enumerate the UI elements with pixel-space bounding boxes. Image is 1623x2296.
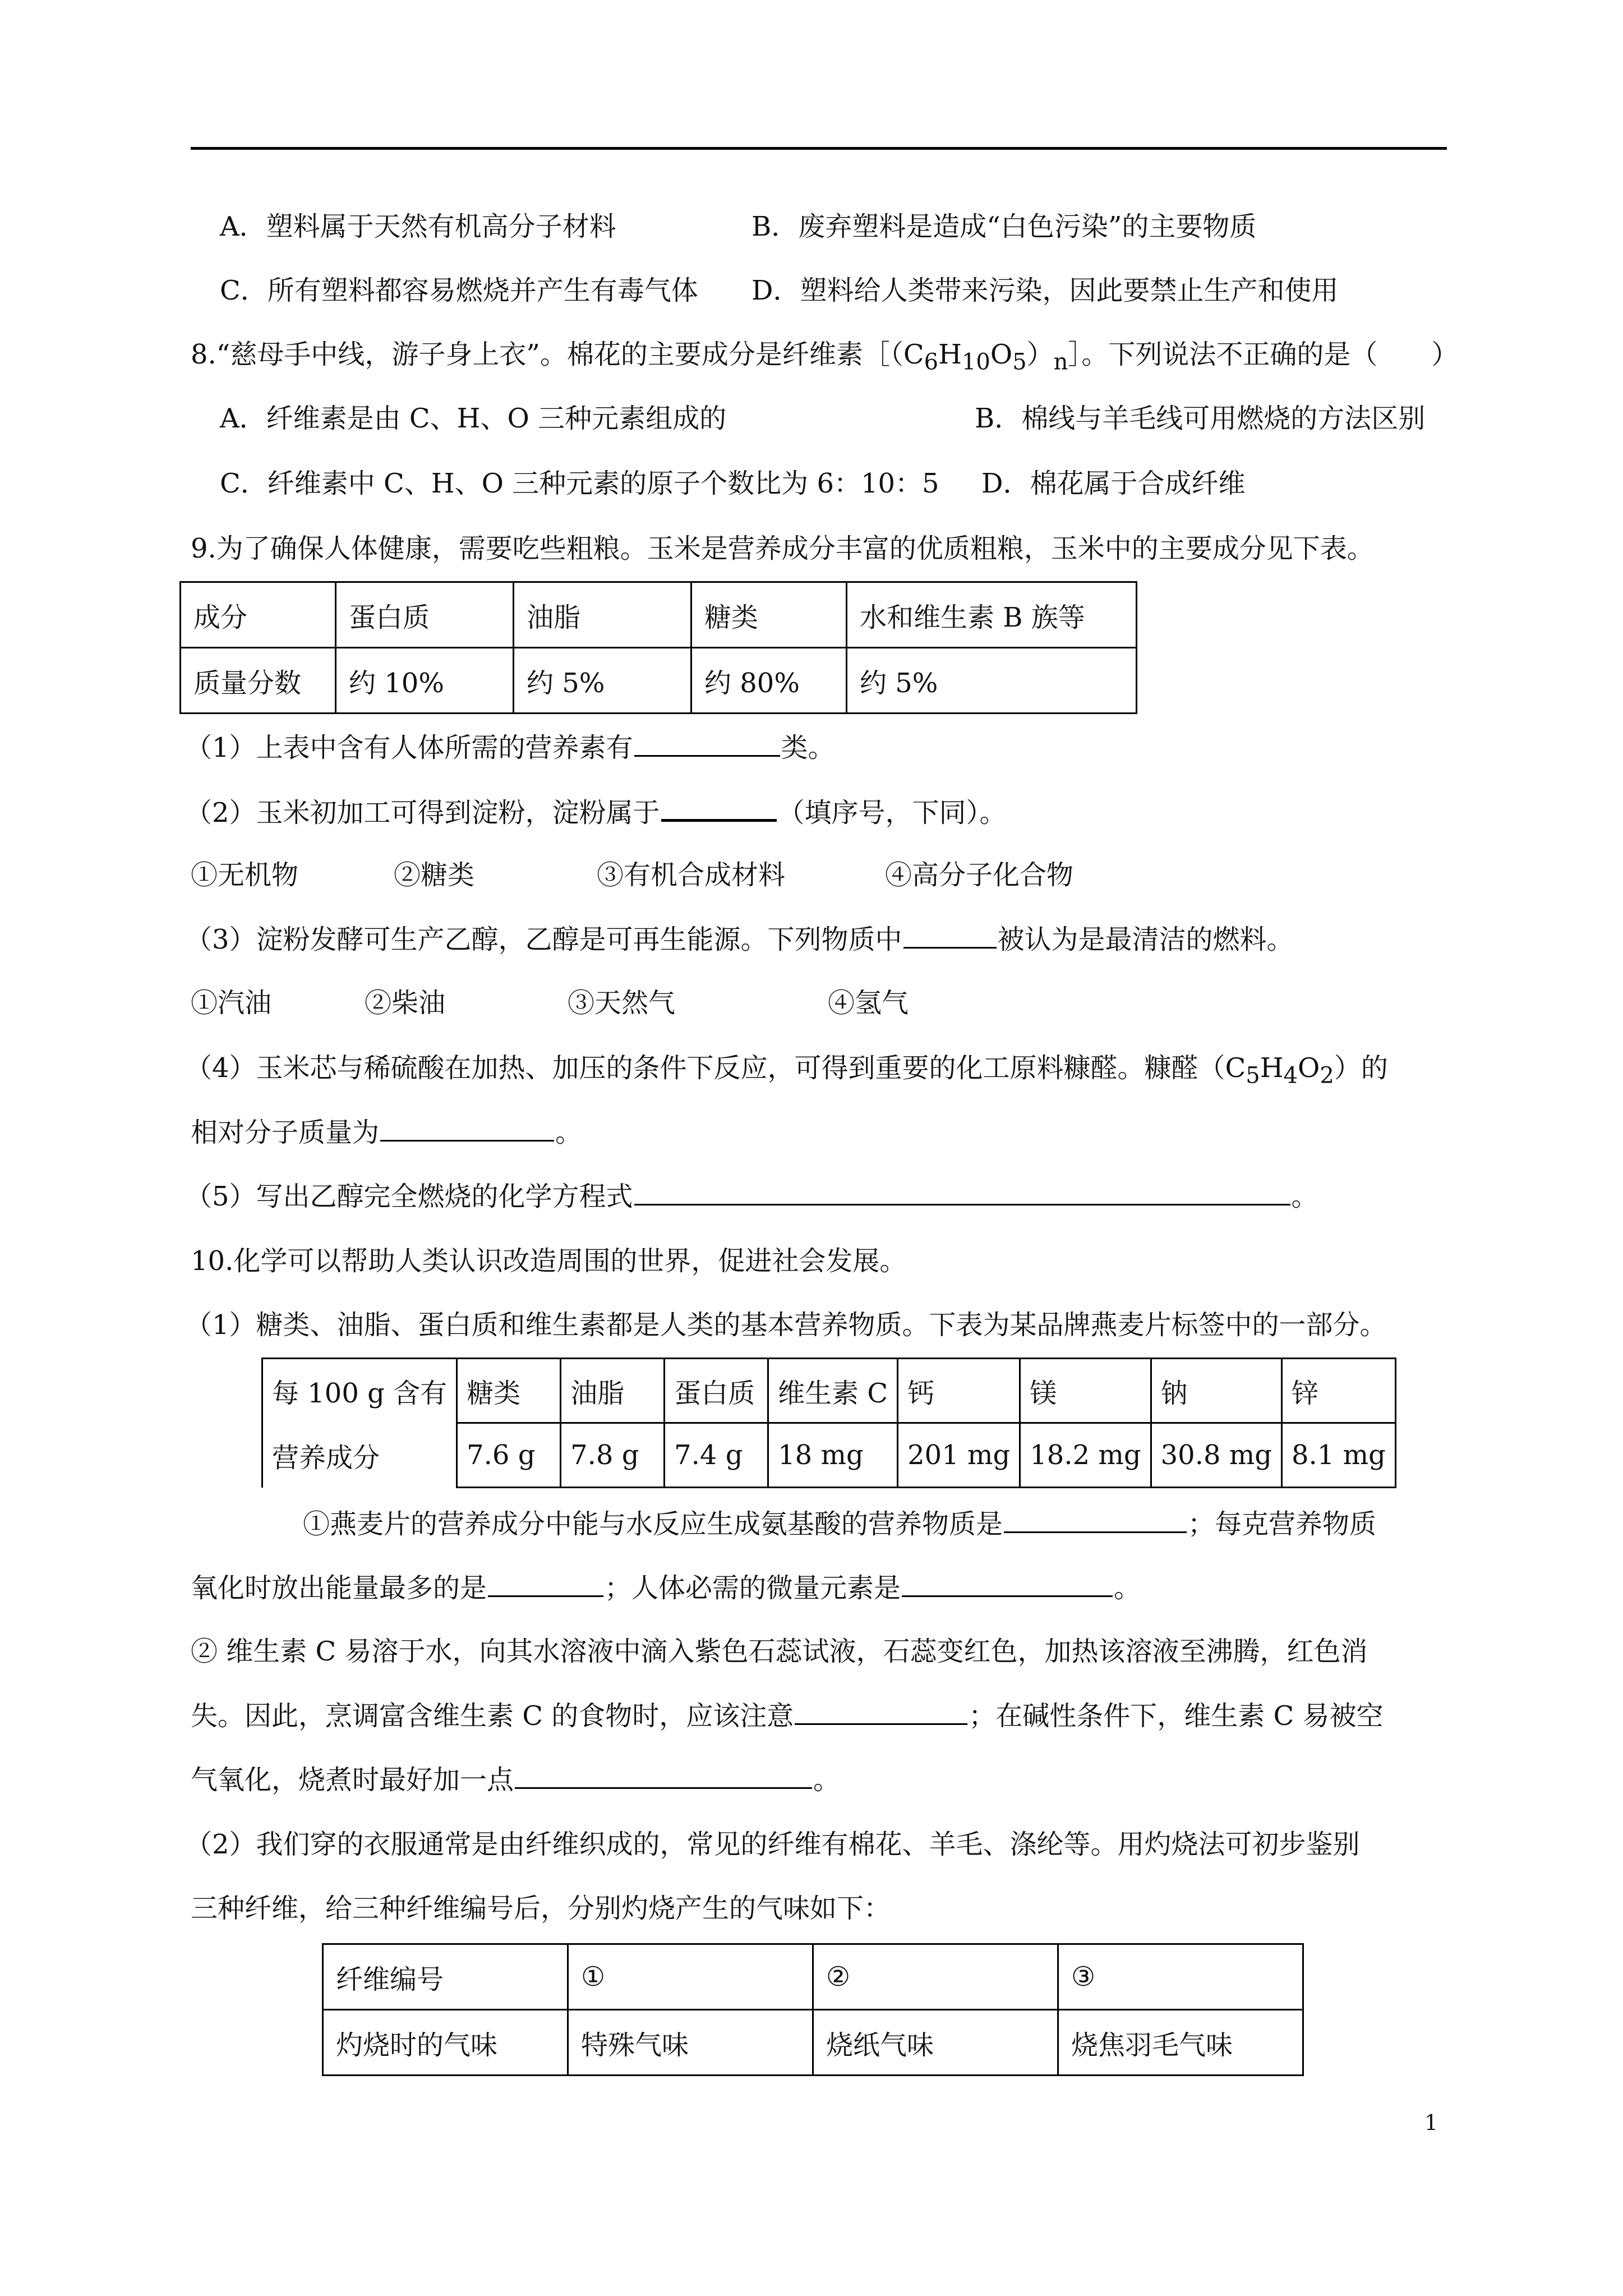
table-cell: 油脂 — [561, 1359, 665, 1423]
table-cell: 约 10% — [336, 648, 514, 714]
answer-blank[interactable] — [634, 1178, 1290, 1205]
answer-blank[interactable] — [795, 1697, 967, 1725]
table-cell: 约 5% — [847, 648, 1137, 714]
table-cell: 油脂 — [514, 582, 691, 648]
answer-blank[interactable] — [380, 1114, 554, 1142]
corn-composition-table — [179, 581, 1137, 714]
q9-part5: （5）写出乙醇完全燃烧的化学方程式 。 — [185, 1178, 1318, 1214]
table-cell: 18.2 mg — [1020, 1423, 1151, 1488]
table-cell: 每 100 g 含有 — [262, 1359, 457, 1423]
q9-part2-option-3: ③有机合成材料 — [597, 859, 786, 891]
q9-part4-line2: 相对分子质量为 。 — [191, 1114, 582, 1151]
table-cell: 灼烧时的气味 — [323, 2010, 568, 2076]
q10-sentence-5: 气氧化，烧煮时最好加一点 。 — [191, 1761, 840, 1798]
q9-part2-option-4: ④高分子化合物 — [885, 859, 1074, 891]
q8-option-d: D．棉花属于合成纤维 — [981, 468, 1246, 499]
table-cell: 约 80% — [691, 648, 847, 714]
q10-sentence-3: ② 维生素 C 易溶于水，向其水溶液中滴入紫色石蕊试液，石蕊变红色，加热该溶液至沸腾，红色消 — [191, 1636, 1368, 1667]
table-cell: ③ — [1058, 1944, 1303, 2010]
q10-part2-line2: 三种纤维，给三种纤维编号后，分别灼烧产生的气味如下： — [191, 1893, 891, 1924]
table-cell: 烧纸气味 — [813, 2010, 1058, 2076]
q7-option-a: A．塑料属于天然有机高分子材料 — [220, 211, 616, 242]
q10-sentence-1: ①燕麦片的营养成分中能与水反应生成氨基酸的营养物质是 ；每克营养物质 — [303, 1506, 1376, 1542]
q10-part1: （1）糖类、油脂、蛋白质和维生素都是人类的基本营养物质。下表为某品牌燕麦片标签中的一部分。 — [185, 1309, 1387, 1341]
table-cell: 7.8 g — [561, 1423, 665, 1488]
answer-blank[interactable] — [1004, 1506, 1187, 1533]
table-cell: 钠 — [1151, 1359, 1281, 1423]
table-cell: 201 mg — [898, 1423, 1020, 1488]
oatmeal-nutrition-table — [261, 1358, 1396, 1488]
table-cell: 钙 — [898, 1359, 1020, 1423]
q9-part3: （3）淀粉发酵可生产乙醇，乙醇是可再生能源。下列物质中 被认为是最清洁的燃料。 — [185, 921, 1294, 958]
table-cell: 锌 — [1282, 1359, 1396, 1423]
table-cell: 蛋白质 — [665, 1359, 768, 1423]
q9-part3-option-2: ②柴油 — [365, 987, 446, 1019]
header-rule — [191, 147, 1447, 150]
answer-blank[interactable] — [634, 729, 780, 757]
table-cell: 7.4 g — [665, 1423, 768, 1488]
q9-stem: 9.为了确保人体健康，需要吃些粗粮。玉米是营养成分丰富的优质粗粮，玉米中的主要成分见下表。 — [191, 533, 1374, 564]
table-cell: ② — [813, 1944, 1058, 2010]
answer-blank[interactable] — [515, 1761, 812, 1789]
q9-part4: （4）玉米芯与稀硫酸在加热、加压的条件下反应，可得到重要的化工原料糠醛。糠醛$(C_5H_4O_2)$的 — [185, 1052, 1388, 1089]
q9-part2-option-2: ②糖类 — [394, 859, 475, 891]
q7-option-c: C．所有塑料都容易燃烧并产生有毒气体 — [220, 275, 698, 306]
table-cell: 30.8 mg — [1151, 1423, 1281, 1488]
table-cell: 8.1 mg — [1282, 1423, 1396, 1488]
table-cell: 烧焦羽毛气味 — [1058, 2010, 1303, 2076]
table-cell: 成分 — [181, 582, 336, 648]
fiber-odor-table — [322, 1943, 1304, 2076]
page-number: 1 — [1424, 2110, 1438, 2135]
q7-option-b: B．废弃塑料是造成“白色污染”的主要物质 — [751, 211, 1257, 242]
q8-option-b: B．棉线与羊毛线可用燃烧的方法区别 — [975, 403, 1426, 434]
table-cell: 质量分数 — [181, 648, 336, 714]
q8-option-c: C．纤维素中 C、H、O 三种元素的原子个数比为 6：10：5 — [220, 468, 939, 499]
table-cell: ① — [568, 1944, 813, 2010]
q9-part3-option-4: ④氢气 — [828, 987, 909, 1019]
table-cell: 糖类 — [457, 1359, 561, 1423]
table-cell: 纤维编号 — [323, 1944, 568, 2010]
table-cell: 18 mg — [768, 1423, 898, 1488]
table-cell: 特殊气味 — [568, 2010, 813, 2076]
q10-stem: 10.化学可以帮助人类认识改造周围的世界，促进社会发展。 — [191, 1245, 907, 1277]
q7-option-d: D．塑料给人类带来污染，因此要禁止生产和使用 — [751, 275, 1339, 306]
q9-part1: （1）上表中含有人体所需的营养素有 类。 — [185, 729, 835, 766]
q9-part2: （2）玉米初加工可得到淀粉，淀粉属于 （填序号，下同）。 — [185, 793, 1007, 831]
answer-blank[interactable] — [903, 921, 997, 949]
answer-blank[interactable] — [661, 793, 777, 822]
table-cell: 镁 — [1020, 1359, 1151, 1423]
table-cell: 水和维生素 B 族等 — [847, 582, 1137, 648]
table-row — [323, 1944, 1303, 2010]
table-cell: 约 5% — [514, 648, 691, 714]
q9-part3-option-1: ①汽油 — [191, 987, 272, 1019]
q8-option-a: A．纤维素是由 C、H、O 三种元素组成的 — [220, 403, 727, 434]
q10-part2-line1: （2）我们穿的衣服通常是由纤维织成的，常见的纤维有棉花、羊毛、涤纶等。用灼烧法可初步鉴别 — [185, 1829, 1360, 1860]
q9-part2-option-1: ①无机物 — [191, 859, 299, 891]
q9-part3-option-3: ③天然气 — [568, 987, 676, 1019]
table-cell: 蛋白质 — [336, 582, 514, 648]
table-row — [262, 1423, 1396, 1488]
table-cell: 维生素 C — [768, 1359, 898, 1423]
q8-stem: 8.“慈母手中线，游子身上衣”。棉花的主要成分是纤维素$[(C_6H_{10}O_5)_n]$。下列说法不正确的是（ ） — [191, 339, 1459, 375]
table-row — [323, 2010, 1303, 2076]
answer-blank[interactable] — [902, 1570, 1113, 1597]
table-cell: 营养成分 — [262, 1423, 457, 1488]
table-row — [262, 1359, 1396, 1423]
table-row — [181, 582, 1137, 648]
q10-sentence-2: 氧化时放出能量最多的是 ；人体必需的微量元素是 。 — [191, 1570, 1141, 1606]
table-row — [181, 648, 1137, 714]
table-cell: 糖类 — [691, 582, 847, 648]
table-cell: 7.6 g — [457, 1423, 561, 1488]
q10-sentence-4: 失。因此，烹调富含维生素 C 的食物时，应该注意 ；在碱性条件下，维生素 C 易被空 — [191, 1697, 1384, 1734]
answer-blank[interactable] — [488, 1570, 603, 1597]
